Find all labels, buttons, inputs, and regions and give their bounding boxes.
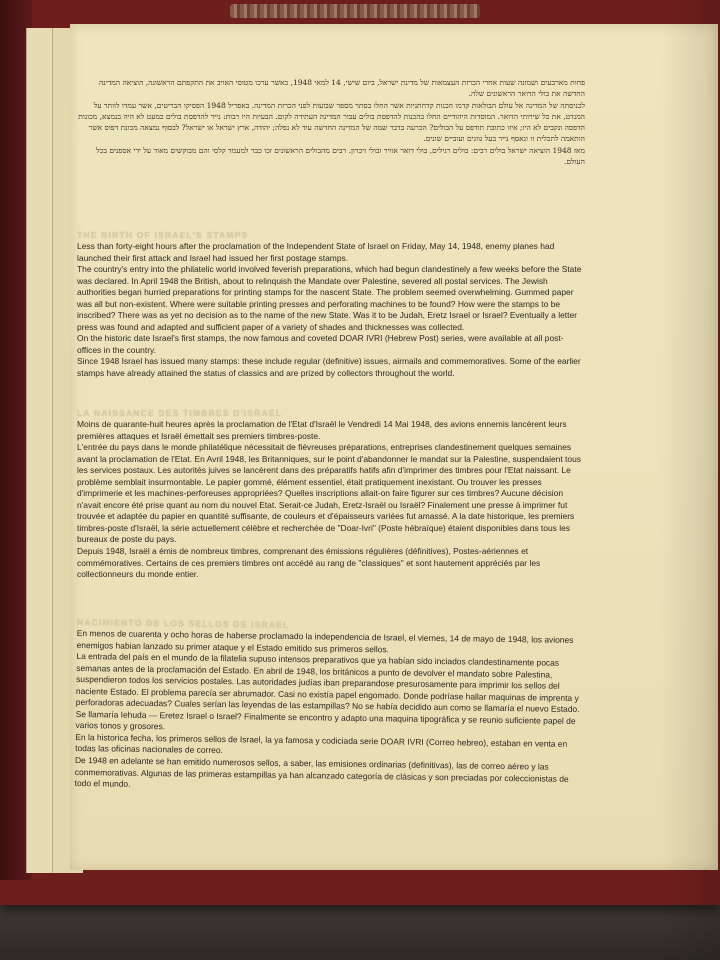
- english-section: [77, 230, 585, 380]
- hebrew-section: [77, 66, 585, 167]
- english-heading: THE BIRTH OF ISRAEL'S STAMPS: [77, 230, 249, 240]
- hebrew-heading: [77, 66, 585, 77]
- english-paragraph-4: Since 1948 Israel has issued many stamps: these include regular (definitive) issues, airmails and commemoratives. Some of the earlier stamps have already attained the status of classics and are prized by collectors throughout the world.: [77, 356, 581, 379]
- spanish-paragraph-3: En la historica fecha, los primeros sellos de Israel, la ya famosa y codiciada serie DOAR IVRI (Correo hebreo), estaban en venta en todas las oficinas nacionales de correo.: [75, 731, 568, 756]
- hebrew-paragraph-3: מאז 1948 הוציאה ישראל בולים רבים: בולים רגילים, בולי דואר אוויר ובולי זיכרון. רבים מהבולים הראשונים זכו כבר למעמד קלסי והם מבוקשים מאוד על ידי אספנים בכל העולם.: [96, 145, 585, 167]
- gold-embossing: [230, 4, 480, 18]
- english-paragraph-3: On the historic date Israel's first stamps, the now famous and coveted DOAR IVRI (Hebrew Post) series, were available at all post-offices in the country.: [77, 333, 564, 355]
- hebrew-paragraph-1: פחות מארבעים ושמונה שעות אחרי הכרזת העצמאות של מדינת ישראל, ביום שישי, 14 למאי 1948, כאשר ערכו מטוסי האויב את התקפתם הראשונה, הוציאה המדינה החדשה את בולי הדואר הראשונים שלה.: [98, 78, 585, 99]
- french-paragraph-2: L'entrée du pays dans le monde philatélique nécessitait de fiévreuses préparations, entreprises clandestinement quelques semaines avant la proclamation de l'Etat. En Avril 1948, les Britanniques, sur le point d'abandonner le mandat sur la Palestine, suspendaient tous les services postaux. Les autorités juives se lancèrent dans des préparatifs hatifs afin d'imprimer des timbres pour l'Etat naissant. Le problème semblait insurmontable. Le papier gommé, élément essentiel, était pratiquement inexistant. Ou trouver les presses d'imprimerie et les machines-perforeuses appropriées? Quelles inscriptions allait-on faire figurer sur ces timbres? Aucune décision n'avait encore été prise quant au nom du nouvel Etat. Serait-ce Judah, Eretz-Israël ou Israël? Finalement une presse à imprimer fut trouvée et adaptée du papier en quantité suffisante, de couleurs et d'épaisseurs variées fut amassé. A la date historique, les premiers timbres-poste d'Israël, la série actuellement célèbre et recherchée de "Doar-Ivri" (Poste hébraïque) étaient disponibles dans tous les bureaux de poste du pays.: [77, 442, 582, 545]
- french-paragraph-3: Depuis 1948, Israël a émis de nombreux timbres, comprenant des émissions régulières (définitives), Postes-aériennes et commémoratives. Certains de ces premiers timbres ont accédé au rang de "classiques" et sont hautement appréciés par les collectionneurs du monde entier.: [77, 546, 541, 580]
- english-paragraph-1: Less than forty-eight hours after the proclamation of the Independent State of Israel on Friday, May 14, 1948, enemy planes had launched their first attack and Israel had issued her first postage stamps.: [77, 241, 555, 263]
- french-heading: LA NAISSANCE DES TIMBRES D'ISRAËL: [77, 408, 283, 418]
- french-paragraph-1: Moins de quarante-huit heures après la proclamation de l'Etat d'Israël le Vendredi 14 Mai 1948, des avions ennemis lancèrent leurs premières attaques et Israël émettait ses premiers timbres-poste.: [77, 419, 567, 441]
- spanish-paragraph-4: De 1948 en adelante se han emitido numerosos sellos, a saber, las emisiones ordinarias (definitivas), las de correo aéreo y las conmemorativas. Algunas de las primeras estampillas ya han alcanzado categoría de clásicas y son preciadas por coleccionistas de todo el mundo.: [74, 755, 569, 789]
- spanish-paragraph-2: La entrada del país en el mundo de la filatelia supuso intensos preparativos que ya habían sido inciados clandestinamente pocas semanas antes de la proclamación del Estado. En abril de 1948, los británicos a punto de devolver el mandato sobre Palestina, suspendieron todos los servicios postales. Las autoridades judías iban preparandose presurosamente para imprimir los sellos del naciente Estado. El problema parecía ser abrumador. Casi no existía papel engomado. Donde podríase hallar maquinas de imprenta y perforadoras adecuadas? Cuales serían las leyendas de las estampillas? No se había decidido aun como se llamaría el nuevo Estado. Se llamaría Iehuda — Eretez Israel o Israel? Finalmente se encontro y adapto una maquina tipográfica y se reunio suficiente papel de varios tonos y grosores.: [75, 651, 580, 732]
- spanish-heading: NACIMIENTO DE LOS SELLOS DE ISRAEL: [76, 617, 290, 630]
- french-section: [77, 408, 585, 581]
- spanish-paragraph-1: En menos de cuarenta y ocho horas de haberse proclamado la independencia de Israel, el viernes, 14 de mayo de 1948, los aviones enemigos habian lanzado su primer ataque y el Estado emitido sus primeros sellos.: [76, 627, 574, 654]
- english-paragraph-2: The country's entry into the philatelic world involved feverish preparations, which had begun clandestinely a few weeks before the State was declared. In April 1948 the British, about to relinquish the Mandate over Palestine, severed all postal services. The Jewish authorities began hurried preparations for printing stamps for the nascent State. The problem seemed overwhelming. Gummed paper was all but non-existent. Where were suitable printing presses and perforating machines to be found? How were the stamps to be inscribed? There was as yet no decision as to the name of the new State. Was it to be Judah, Eretz Israel or Israel? Eventually a letter press was found and adapted and sufficient paper of a variety of shades and thicknesses was collected.: [77, 264, 582, 332]
- hebrew-paragraph-2: לכניסתה של המדינה אל עולם הבולאות קדמו הכנות קדחתניות אשר החלו בסתר מספר שבועות לפני הכרזת המדינה. באפריל 1948 הפסיקו הבריטים, אשר עמדו לוותר על המנדט, את כל שירותי הדואר. המוסדות היהודיים החלו בהכנות להדפסת בולים עבור המדינה העתידה לקום. הבעיות היו רבות: נייר להדפסת בולים כמעט לא היה בנמצא, מכונות הדפסה ונקבים לא היו; איזו כתובת תודפס על הבולים? הכרעה בדבר שמה של המדינה החדשה עוד לא נפלה; יהודה, ארץ ישראל או ישראל? לבסוף נמצאה מכונת דפוס אשר הותאמה לתכלית זו ונאסף נייר בעל גוונים ועוביים שונים.: [78, 100, 585, 144]
- spanish-section: [75, 617, 585, 797]
